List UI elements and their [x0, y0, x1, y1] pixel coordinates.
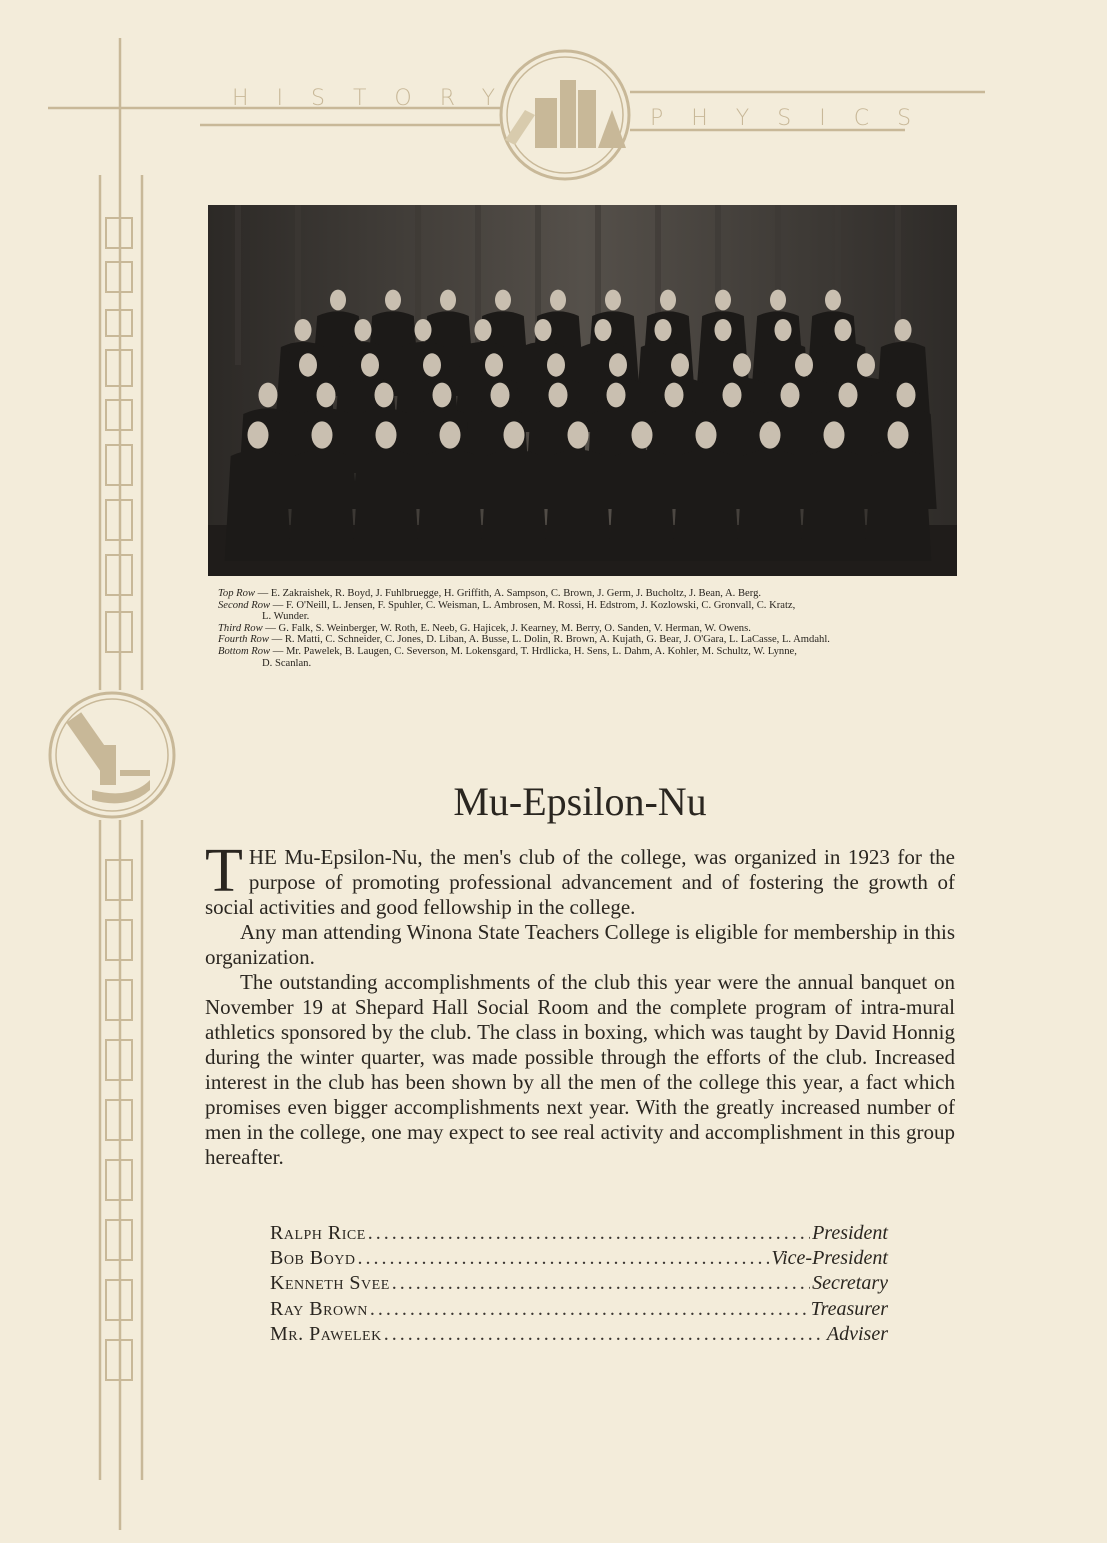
person-body	[609, 450, 676, 561]
officer-row	[270, 1272, 888, 1297]
person-face	[632, 421, 653, 448]
caption-row-names: — E. Zakraishek, R. Boyd, J. Fuhlbruegge, H. Griffith, A. Sampson, C. Brown, J. Germ, J. Bucholtz, J. Bean, A. Berg.	[257, 588, 762, 599]
caption-row	[218, 623, 958, 635]
person-face	[361, 353, 379, 376]
person-face	[696, 421, 717, 448]
caption-row	[218, 600, 958, 623]
person-face	[825, 290, 841, 311]
caption-row-label: Bottom Row	[218, 645, 271, 657]
person-body	[545, 450, 612, 561]
leader-dots	[368, 1222, 810, 1245]
officer-row	[270, 1222, 888, 1247]
person-body	[289, 450, 356, 561]
person-face	[609, 353, 627, 376]
paragraph-3: The outstanding accomplishments of the club this year were the annual banquet on November 19 at Shepard Hall Social Room and the complete program of intra-mural athletics sponsored by the club. The class in boxing, which was taught by David Honnig during the winter quarter, was made possible through the efforts of the club. Increased interest in the club has been shown by all the men of the college this year, a fact which promises even bigger accomplishments next year. With the greatly increased number of men in the college, one may expect to see real activity and accomplishment in this group hereafter.	[205, 970, 955, 1169]
person-face	[535, 319, 552, 341]
officer-role: Treasurer	[810, 1297, 888, 1320]
microscope-emblem	[50, 693, 174, 817]
dropcap: T	[205, 837, 243, 905]
person-face	[433, 383, 452, 408]
officer-role: Secretary	[812, 1272, 888, 1295]
person-face	[491, 383, 510, 408]
caption-row-continuation: L. Wunder.	[262, 611, 310, 623]
caption-row-names: — F. O'Neill, L. Jensen, F. Spuhler, C. Weisman, L. Ambrosen, M. Rossi, H. Edstrom, J. Kozlowski, C. Gronvall, C. Kratz,	[272, 599, 796, 611]
person-body	[673, 450, 740, 561]
person-face	[857, 353, 875, 376]
physics-banner: PHYSICS	[650, 106, 940, 131]
person-face	[259, 383, 278, 408]
person-face	[824, 421, 845, 448]
person-face	[671, 353, 689, 376]
person-face	[385, 290, 401, 311]
person-face	[655, 319, 672, 341]
person-face	[547, 353, 565, 376]
leader-dots	[357, 1247, 769, 1270]
officer-name: Kenneth Svee	[270, 1272, 390, 1295]
person-face	[375, 383, 394, 408]
person-body	[353, 450, 420, 561]
person-face	[595, 319, 612, 341]
person-face	[568, 421, 589, 448]
person-face	[723, 383, 742, 408]
person-face	[355, 319, 372, 341]
person-face	[549, 383, 568, 408]
page-title: Mu-Epsilon-Nu	[453, 779, 707, 824]
person-face	[475, 319, 492, 341]
person-face	[660, 290, 676, 311]
leader-dots	[384, 1323, 825, 1346]
caption-row-label: Second Row	[218, 599, 271, 611]
paragraph-1	[205, 837, 955, 920]
officer-role: President	[812, 1222, 888, 1244]
paragraph-2: Any man attending Winona State Teachers College is eligible for membership in this organization.	[205, 920, 955, 969]
person-face	[781, 383, 800, 408]
leader-dots	[392, 1272, 810, 1295]
person-face	[440, 290, 456, 311]
person-face	[295, 319, 312, 341]
person-body	[417, 450, 484, 561]
officer-name: Ray Brown	[270, 1297, 368, 1320]
person-face	[485, 353, 503, 376]
books-emblem	[501, 51, 629, 179]
caption-row	[218, 588, 958, 600]
person-face	[770, 290, 786, 311]
officers-list	[270, 1222, 888, 1348]
group-photo-graphic	[208, 205, 957, 576]
officer-role: Vice-President	[771, 1247, 888, 1270]
photo-caption	[218, 588, 958, 669]
officer-name: Bob Boyd	[270, 1247, 356, 1270]
lead-word: HE	[248, 845, 277, 869]
caption-row-continuation: D. Scanlan.	[262, 657, 312, 669]
person-face	[895, 319, 912, 341]
person-face	[888, 421, 909, 448]
officer-role: Adviser	[826, 1322, 888, 1345]
person-face	[376, 421, 397, 448]
group-photo	[208, 205, 957, 576]
person-face	[312, 421, 333, 448]
person-face	[835, 319, 852, 341]
person-face	[897, 383, 916, 408]
person-body	[801, 450, 868, 561]
person-face	[775, 319, 792, 341]
caption-row	[218, 634, 958, 646]
person-face	[715, 319, 732, 341]
caption-row	[218, 646, 958, 669]
person-face	[504, 421, 525, 448]
person-face	[760, 421, 781, 448]
officer-row	[270, 1323, 888, 1348]
officer-name: Mr. Pawelek	[270, 1322, 382, 1345]
officer-name: Ralph Rice	[270, 1222, 366, 1244]
person-body	[481, 450, 548, 561]
person-face	[605, 290, 621, 311]
article-body	[205, 837, 955, 1170]
officer-row	[270, 1247, 888, 1272]
person-body	[865, 450, 932, 561]
caption-row-label: Third Row	[218, 622, 263, 634]
person-face	[665, 383, 684, 408]
leader-dots	[370, 1298, 809, 1321]
person-face	[299, 353, 317, 376]
caption-row-label: Fourth Row	[218, 634, 269, 646]
person-body	[225, 450, 292, 561]
person-body	[737, 450, 804, 561]
person-face	[795, 353, 813, 376]
caption-row-names: — R. Matti, C. Schneider, C. Jones, D. Liban, A. Busse, L. Dolin, R. Brown, A. Kujath, G. Bear, J. O'Gara, L. LaCasse, L. Amdahl.	[271, 634, 830, 646]
caption-row-names: — G. Falk, S. Weinberger, W. Roth, E. Neeb, G. Hajicek, J. Kearney, M. Berry, O. Sanden, V. Herman, W. Owens.	[265, 622, 751, 634]
person-face	[733, 353, 751, 376]
officer-row	[270, 1298, 888, 1323]
person-face	[550, 290, 566, 311]
person-face	[495, 290, 511, 311]
caption-row-label: Top Row	[218, 588, 255, 599]
person-face	[607, 383, 626, 408]
person-face	[839, 383, 858, 408]
person-face	[423, 353, 441, 376]
caption-row-names: — Mr. Pawelek, B. Laugen, C. Severson, M. Lokensgard, T. Hrdlicka, H. Sens, L. Dahm, A. Kohler, M. Schultz, W. Lynne,	[272, 645, 797, 657]
paragraph-1-text: Mu-Epsilon-Nu, the men's club of the college, was organized in 1923 for the purpose of promoting professional advancement and of fostering the growth of social activities and good fellowship in the college.	[205, 845, 955, 919]
person-face	[440, 421, 461, 448]
person-face	[317, 383, 336, 408]
history-banner: HISTORY	[232, 86, 524, 111]
person-face	[715, 290, 731, 311]
person-face	[415, 319, 432, 341]
person-face	[248, 421, 269, 448]
person-face	[330, 290, 346, 311]
